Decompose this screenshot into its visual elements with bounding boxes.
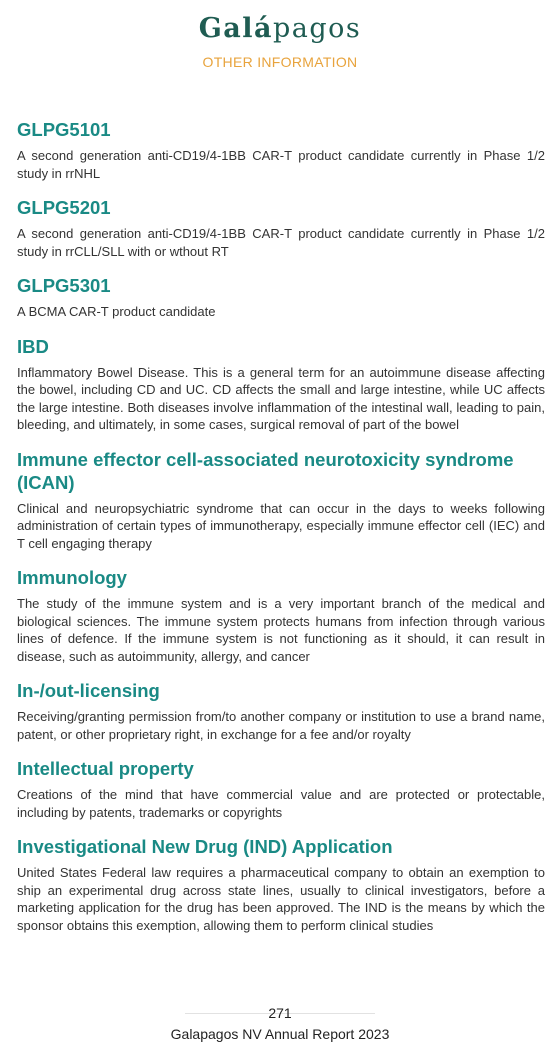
- glossary-term: Immune effector cell-associated neurotoxicity syndrome (ICAN): [17, 448, 514, 493]
- glossary-term: IBD: [17, 335, 49, 357]
- logo-bold-part: Galá: [198, 13, 274, 44]
- report-title: Galapagos NV Annual Report 2023: [170, 1026, 390, 1042]
- company-logo: [0, 12, 560, 46]
- glossary-entry: [17, 835, 545, 934]
- page-footer: [0, 1002, 560, 1045]
- glossary-definition: A BCMA CAR-T product candidate: [17, 304, 216, 319]
- glossary-entry: [17, 118, 545, 182]
- glossary-entry: [17, 679, 545, 743]
- glossary-term: Immunology: [17, 567, 127, 588]
- glossary-definition: The study of the immune system and is a very important branch of the medical and biological sciences. The immune system protects humans from infection through various lines of defence. If the immune system is not functioning as it should, it can result in disease, such as autoimmunity, allergy, and cancer: [17, 596, 545, 664]
- glossary-term: Intellectual property: [17, 758, 194, 779]
- glossary-definition: A second generation anti-CD19/4-1BB CAR-T product candidate currently in Phase 1/2 study in rrNHL: [17, 148, 545, 181]
- glossary-term: GLPG5201: [17, 197, 111, 218]
- section-title: OTHER INFORMATION: [202, 54, 358, 70]
- glossary-entry: [17, 274, 545, 321]
- page-header: [0, 12, 560, 70]
- glossary-entry: [17, 757, 545, 821]
- glossary-list: [17, 118, 545, 948]
- glossary-entry: [17, 196, 545, 260]
- glossary-entry: [17, 448, 545, 553]
- glossary-definition: Creations of the mind that have commercial value and are protected or protectable, including by patents, trademarks or copyrights: [17, 787, 545, 820]
- glossary-term: Investigational New Drug (IND) Application: [17, 836, 393, 857]
- logo-light-part: pagos: [273, 13, 362, 44]
- glossary-term: GLPG5101: [17, 119, 111, 140]
- glossary-entry: [17, 566, 545, 665]
- page-number: 271: [268, 1005, 292, 1021]
- glossary-term: In-/out-licensing: [17, 680, 160, 701]
- glossary-definition: Inflammatory Bowel Disease. This is a general term for an autoimmune disease affecting the bowel, including CD and UC. CD affects the small and large intestine, while UC affects the large intestine. Both diseases involve inflammation of the intestinal wall, leading to pain, bleeding, and ultimately, in some cases, surgical removal of part of the bowel: [17, 364, 545, 432]
- glossary-definition: Clinical and neuropsychiatric syndrome that can occur in the days to weeks following administration of certain types of immunotherapy, especially immune effector cell (IEC) and T cell engaging therapy: [17, 500, 545, 551]
- glossary-definition: Receiving/granting permission from/to another company or institution to use a brand name, patent, or other proprietary right, in exchange for a fee and/or royalty: [17, 709, 545, 742]
- glossary-entry: [17, 335, 545, 434]
- glossary-definition: A second generation anti-CD19/4-1BB CAR-T product candidate currently in Phase 1/2 study in rrCLL/SLL with or wthout RT: [17, 226, 545, 259]
- glossary-definition: United States Federal law requires a pharmaceutical company to obtain an exemption to ship an experimental drug across state lines, usually to clinical investigators, before a marketing application for the drug has been approved. The IND is the means by which the sponsor obtains this exemption, allowing them to perform clinical studies: [17, 865, 545, 933]
- glossary-term: GLPG5301: [17, 275, 111, 296]
